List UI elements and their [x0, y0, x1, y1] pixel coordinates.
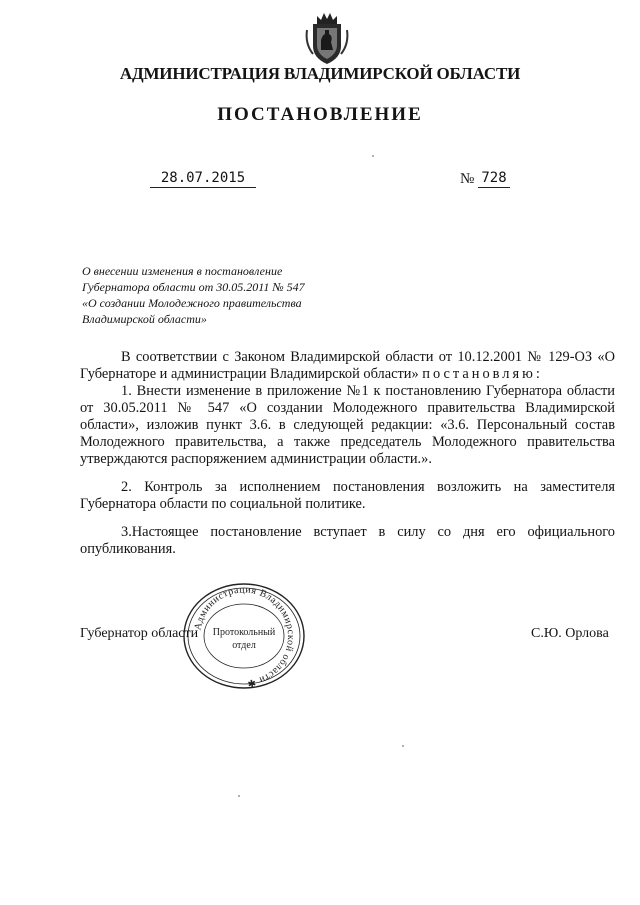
document-type: ПОСТАНОВЛЕНИЕ: [217, 104, 423, 125]
document-subject: [82, 263, 372, 327]
intro-paragraph: [80, 349, 615, 383]
subject-line: «О создании Молодежного правительства: [82, 296, 302, 310]
document-number: 728: [478, 170, 510, 188]
signatory-name: С.Ю. Орлова: [531, 626, 609, 641]
svg-text:Протокольный: Протокольный: [212, 627, 276, 638]
subject-line: Губернатора области от 30.05.2011 № 547: [82, 280, 305, 294]
subject-line: О внесении изменения в постановление: [82, 264, 283, 278]
number-label: №: [460, 171, 475, 187]
svg-text:Администрация Владимирской обл: Администрация Владимирской области ✱: [192, 584, 297, 689]
organization-title: АДМИНИСТРАЦИЯ ВЛАДИМИРСКОЙ ОБЛАСТИ: [119, 64, 521, 83]
official-stamp: [180, 580, 308, 692]
item-3: 3.Настоящее постановление вступает в силу со дня его официального опубликования.: [80, 524, 615, 557]
document-date: 28.07.2015: [150, 170, 256, 188]
coat-of-arms-icon: [303, 10, 351, 68]
item-1: 1. Внести изменение в приложение №1 к постановлению Губернатора области от 30.05.2011 № 547 «О создании Молодежного правительства Владимирской области», изложив пункт 3.6. в следующей редакции: «3.6. Персональный состав Молодежного правительства, а также председатель Молодежного правительства утверждаются распоряжением администрации области.».: [80, 383, 615, 467]
signatory-position: Губернатор области: [80, 626, 199, 641]
intro-text: В соответствии с Законом Владимирской области от 10.12.2001 № 129-ОЗ «О Губернаторе и администрации Владимирской области»: [80, 349, 615, 382]
document-body: [80, 349, 615, 558]
resolve-text: постановляю:: [422, 366, 543, 382]
svg-text:отдел: отдел: [232, 640, 256, 651]
subject-line: Владимирской области»: [82, 312, 207, 326]
scan-speck: [372, 155, 374, 157]
scan-speck: [238, 795, 240, 797]
item-2: 2. Контроль за исполнением постановления возложить на заместителя Губернатора области по социальной политике.: [80, 479, 615, 512]
scan-speck: [402, 745, 404, 747]
